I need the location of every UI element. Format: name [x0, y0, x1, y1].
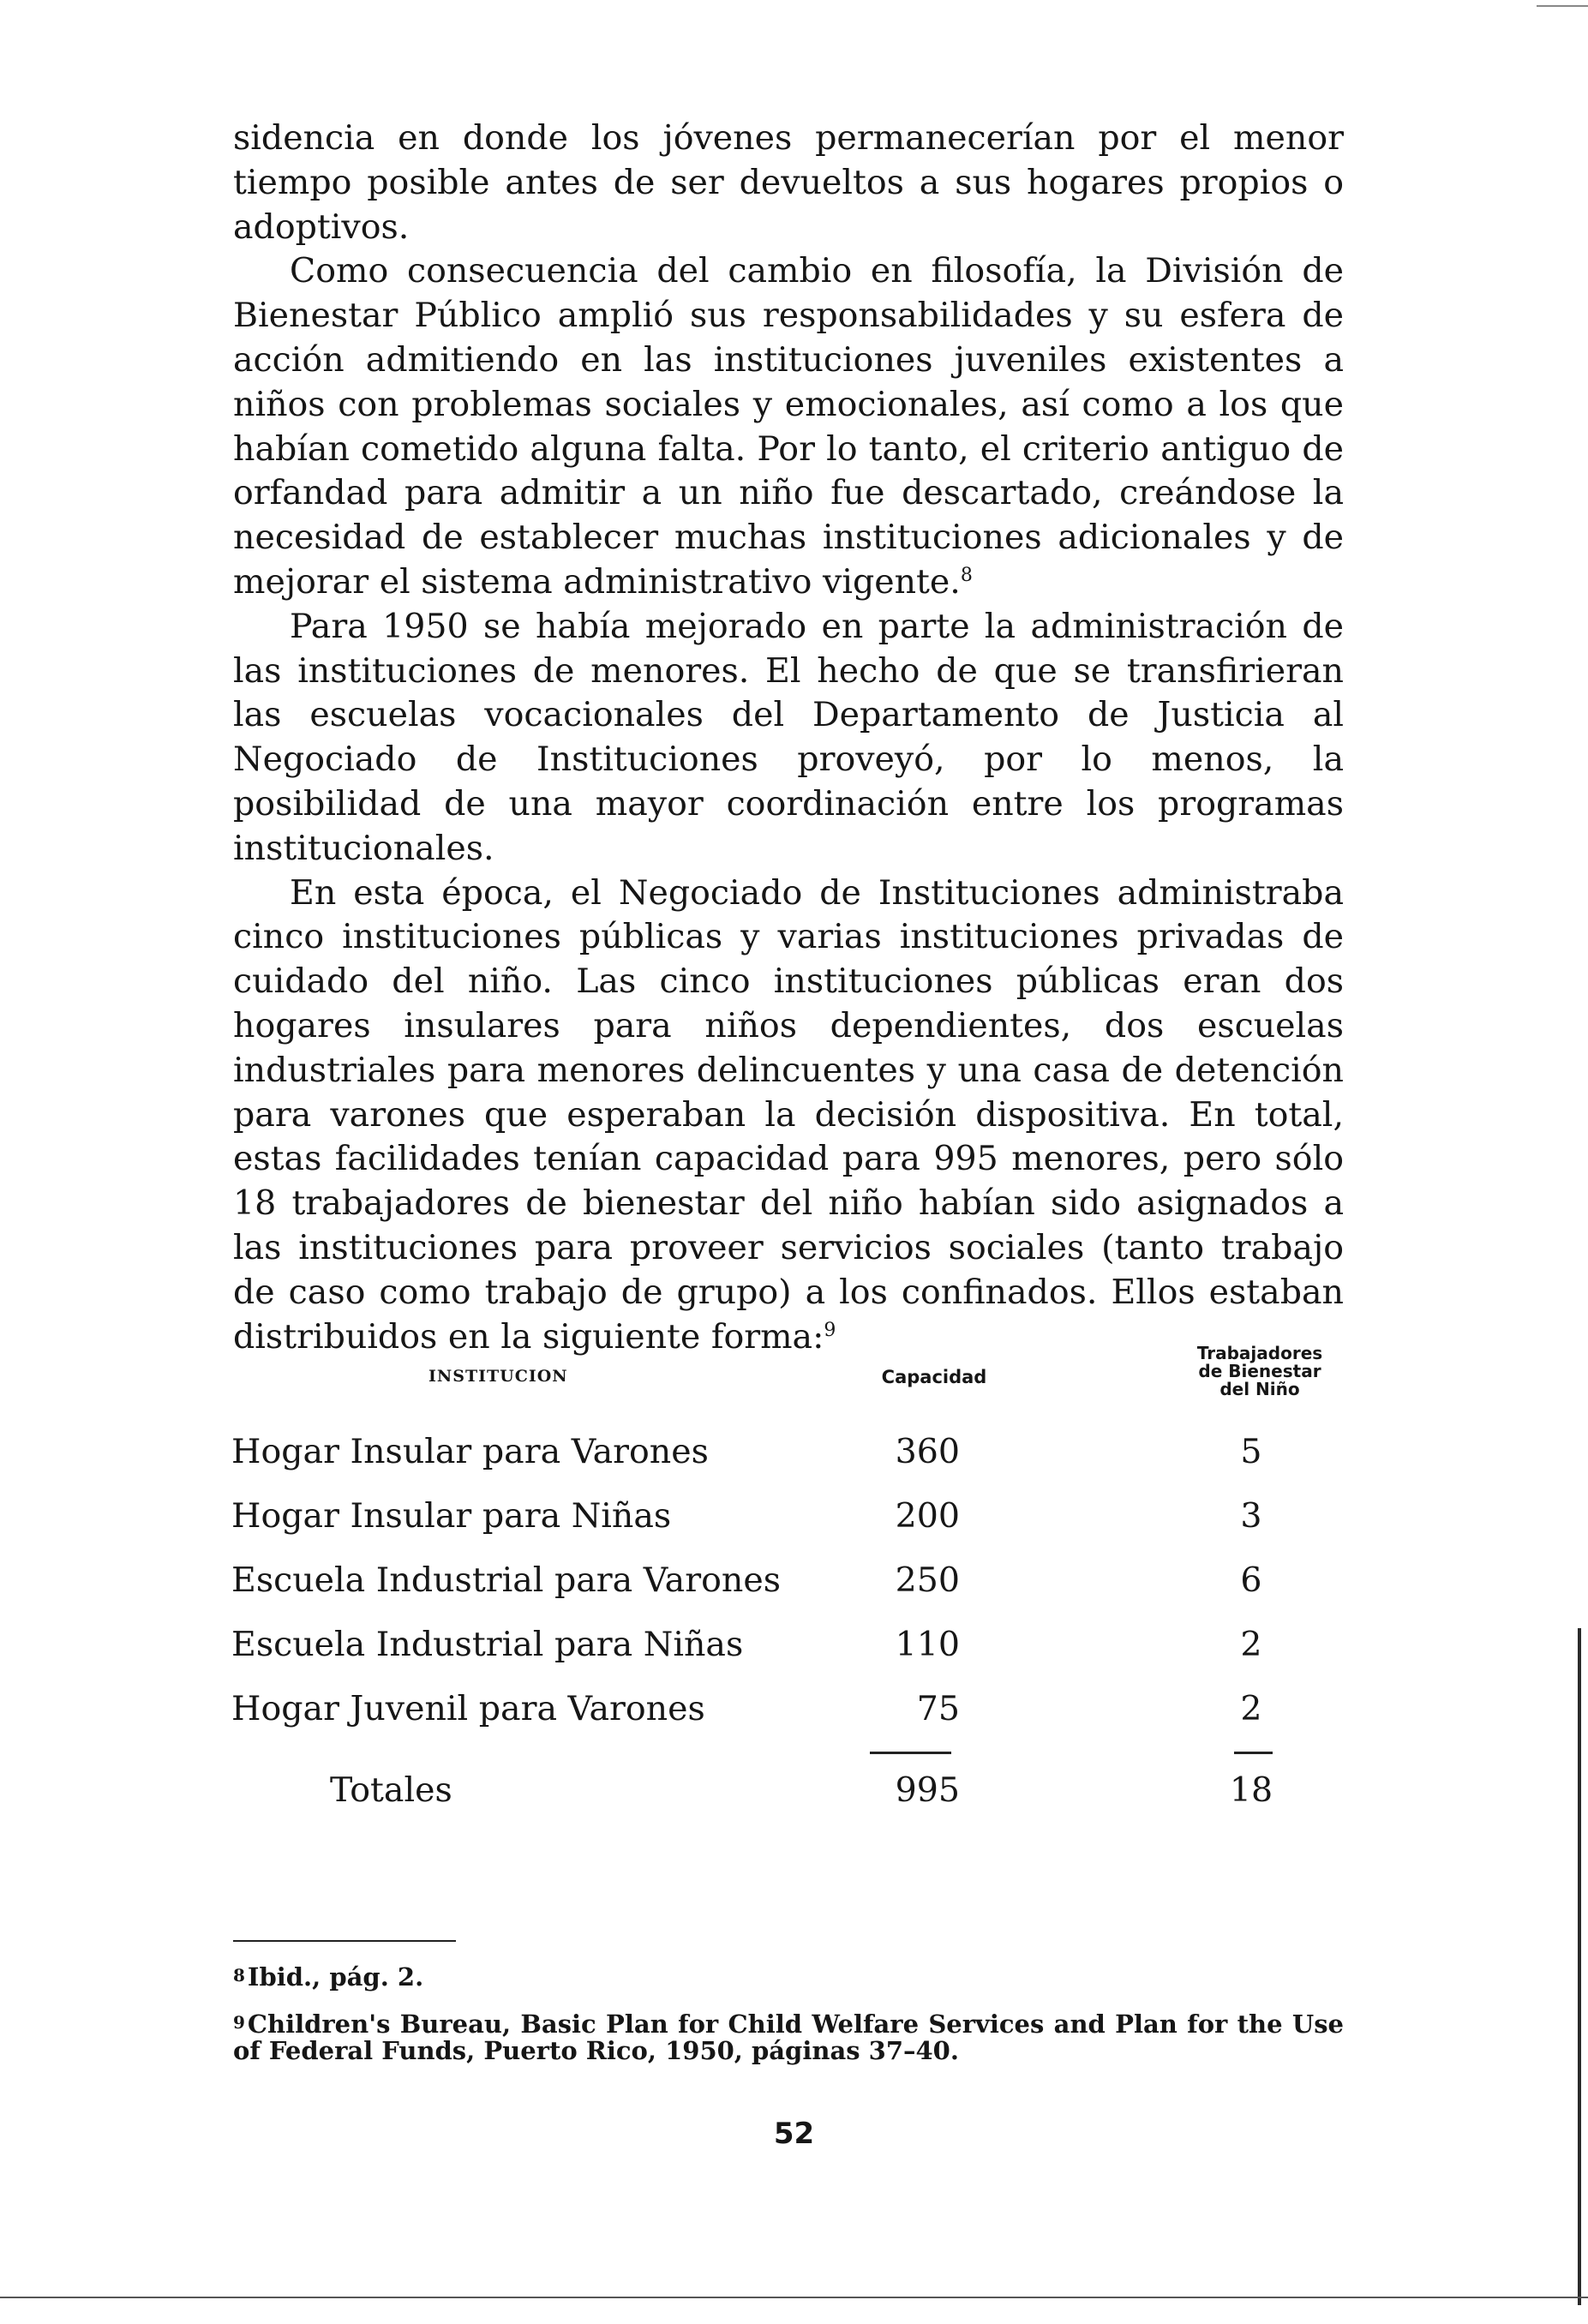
header-institution: INSTITUCION — [428, 1367, 568, 1386]
scan-edge-right — [1578, 1628, 1581, 2305]
row-institution: Escuela Industrial para Niñas — [231, 1625, 744, 1664]
institutions-table — [231, 1341, 1345, 1826]
row-capacity: 110 — [895, 1625, 960, 1664]
row-workers: 5 — [1240, 1432, 1262, 1471]
row-capacity: 360 — [895, 1432, 960, 1471]
footnote-9 — [233, 2010, 1344, 2064]
footnotes — [233, 1962, 1344, 2083]
footnote-text: Children's Bureau, Basic Plan for Child Welfare Services and Plan for the Use of Federal Funds, Puerto Rico, 1950, páginas 37–40. — [233, 2010, 1344, 2065]
table-row — [231, 1616, 1345, 1680]
workers-sum-rule — [1234, 1752, 1273, 1754]
row-workers: 3 — [1240, 1496, 1262, 1536]
paragraph-1: sidencia en donde los jóvenes permanecerían por el menor tiempo posible antes de ser devueltos a sus hogares propios o adoptivos. — [233, 118, 1344, 247]
table-header — [231, 1341, 1345, 1423]
footnote-text: Ibid., pág. 2. — [247, 1962, 424, 1992]
paragraph-3: Para 1950 se había mejorado en parte la administración de las instituciones de menores. El hecho de que se transfirieran las escuelas vocacionales del Departamento de Justicia al Negociado de Instituciones proveyó, por lo menos, la posibilidad de una mayor coordinación entre los programas institucionales. — [233, 606, 1344, 868]
row-institution: Hogar Juvenil para Varones — [231, 1689, 705, 1728]
totals-rule — [231, 1745, 1345, 1762]
scan-edge-top — [1537, 5, 1588, 7]
table-row — [231, 1423, 1345, 1488]
body-text — [233, 117, 1344, 1359]
capacity-sum-rule — [870, 1752, 951, 1754]
footnote-marker: 9 — [233, 2012, 245, 2033]
footnote-ref-9: 9 — [824, 1319, 836, 1341]
paragraph-4: En esta época, el Negociado de Instituciones administraba cinco instituciones públicas y varias instituciones privadas de cuidado del niño. Las cinco instituciones públicas eran dos hogares insulares para niños dependientes, dos escuelas industriales para menores delincuentes y una casa de detención para varones que esperaban la decisión dispositiva. En total, estas facilidades tenían capacidad para 995 menores, pero sólo 18 trabajadores de bienestar del niño habían sido asignados a las instituciones para proveer servicios sociales (tanto trabajo de caso como trabajo de grupo) a los confinados. Ellos estaban distribuidos en la siguiente forma:$^9$ — [233, 872, 1344, 1357]
footnote-ref-8: 8 — [960, 564, 973, 586]
totals-label: Totales — [330, 1770, 452, 1810]
footnote-8 — [233, 1962, 1344, 1991]
row-workers: 6 — [1240, 1560, 1262, 1600]
table-row — [231, 1552, 1345, 1616]
totals-workers: 18 — [1229, 1770, 1273, 1810]
totals-capacity: 995 — [895, 1770, 960, 1810]
row-institution: Hogar Insular para Varones — [231, 1432, 709, 1471]
paragraph-2: Como consecuencia del cambio en filosofía, la División de Bienestar Público amplió sus responsabilidades y su esfera de acción admitiendo en las instituciones juveniles existentes a niños con problemas sociales y emocionales, así como a los que habían cometido alguna falta. Por lo tanto, el criterio antiguo de orfandad para admitir a un niño fue descartado, creándose la necesidad de establecer muchas instituciones adicionales y de mejorar el sistema administrativo vigente.$^8$ — [233, 251, 1344, 602]
table-row — [231, 1488, 1345, 1552]
header-capacity: Capacidad — [881, 1367, 987, 1387]
header-workers: Trabajadores de Bienestar del Niño — [1196, 1343, 1323, 1399]
page-number: 52 — [773, 2117, 815, 2151]
row-workers: 2 — [1240, 1689, 1262, 1728]
row-capacity: 75 — [916, 1689, 960, 1728]
row-workers: 2 — [1240, 1625, 1262, 1664]
footnote-rule — [233, 1940, 456, 1942]
row-institution: Escuela Industrial para Varones — [231, 1560, 781, 1600]
table-row — [231, 1680, 1345, 1745]
totals-row — [231, 1762, 1345, 1826]
row-capacity: 200 — [895, 1496, 960, 1536]
footnote-marker: 8 — [233, 1965, 245, 1986]
row-capacity: 250 — [895, 1560, 960, 1600]
row-institution: Hogar Insular para Niñas — [231, 1496, 672, 1536]
scan-edge-bottom — [0, 2297, 1588, 2298]
